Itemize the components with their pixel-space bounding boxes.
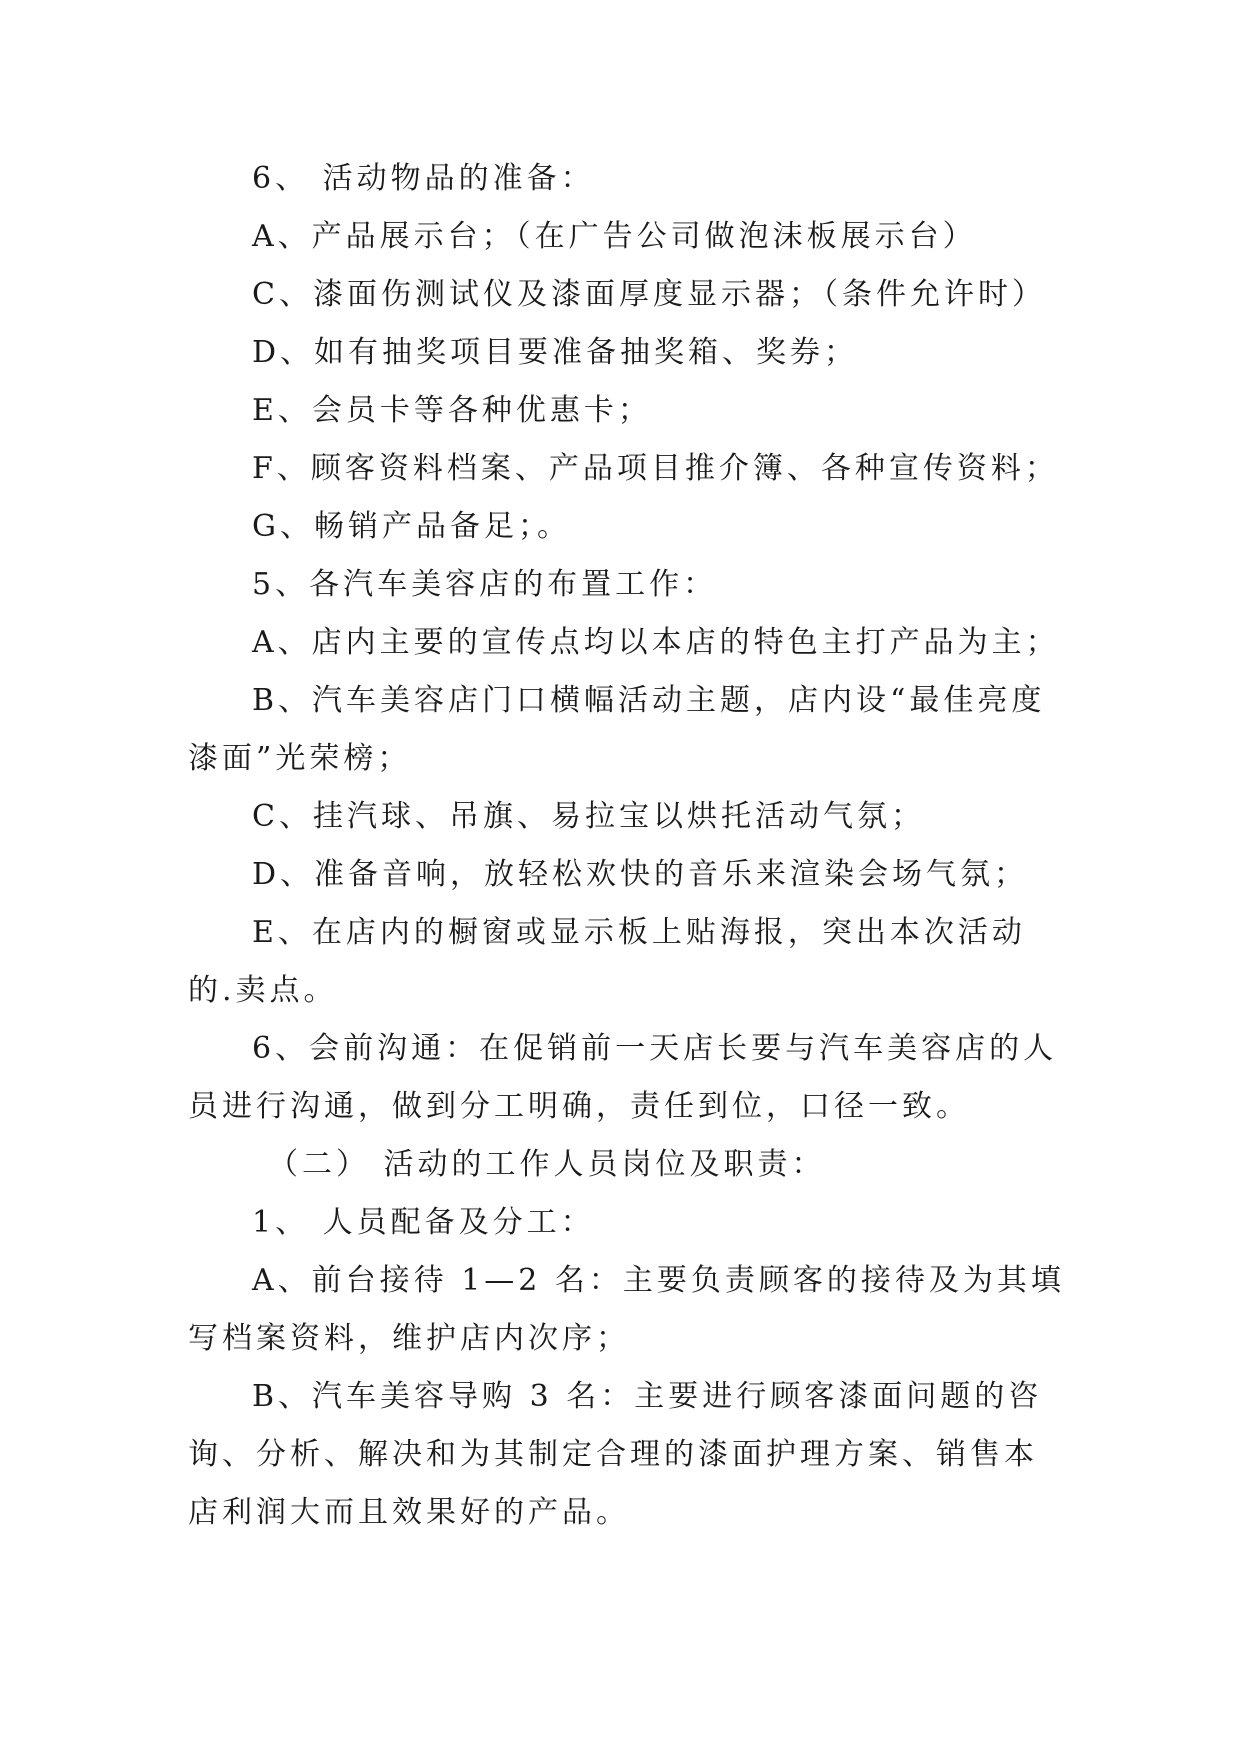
section-2-heading: （二） 活动的工作人员岗位及职责： xyxy=(268,1147,826,1182)
paragraph-6-communication: 6、会前沟通：在促销前一天店长要与汽车美容店的人员进行沟通，做到分工明确，责任到位，口径一致。 xyxy=(188,1031,1058,1124)
paragraph-item-d: D、如有抽奖项目要准备抽奖箱、奖券； xyxy=(252,335,859,370)
paragraph-item-a: A、产品展示台；（在广告公司做泡沫板展示台） xyxy=(252,219,977,254)
paragraph-5-heading: 5、各汽车美容店的布置工作： xyxy=(252,567,718,602)
paragraph-6-heading: 6、 活动物品的准备： xyxy=(252,161,595,196)
paragraph-item-c: C、漆面伤测试仪及漆面厚度显示器；（条件允许时） xyxy=(252,277,1046,312)
paragraph-1-heading: 1、 人员配备及分工： xyxy=(252,1205,595,1240)
paragraph-item-f: F、顾客资料档案、产品项目推介簿、各种宣传资料； xyxy=(252,451,1059,486)
paragraph-layout-c: C、挂汽球、吊旗、易拉宝以烘托活动气氛； xyxy=(252,799,925,834)
paragraph-layout-a: A、店内主要的宣传点均以本店的特色主打产品为主； xyxy=(252,625,1060,660)
paragraph-layout-e: E、在店内的橱窗或显示板上贴海报，突出本次活动的.卖点。 xyxy=(188,915,1026,1008)
paragraph-staff-a: A、前台接待 1—2 名：主要负责顾客的接待及为其填写档案资料，维护店内次序； xyxy=(188,1263,1065,1356)
paragraph-layout-b: B、汽车美容店门口横幅活动主题，店内设“最佳亮度漆面”光荣榜； xyxy=(188,683,1046,776)
paragraph-item-e: E、会员卡等各种优惠卡； xyxy=(252,393,652,428)
paragraph-layout-d: D、准备音响，放轻松欢快的音乐来渲染会场气氛； xyxy=(252,857,1029,892)
paragraph-staff-b: B、汽车美容导购 3 名：主要进行顾客漆面问题的咨询、分析、解决和为其制定合理的漆面护理方案、销售本店利润大而且效果好的产品。 xyxy=(188,1379,1043,1530)
paragraph-item-g: G、畅销产品备足；。 xyxy=(252,509,571,544)
document-body xyxy=(188,150,1068,1542)
